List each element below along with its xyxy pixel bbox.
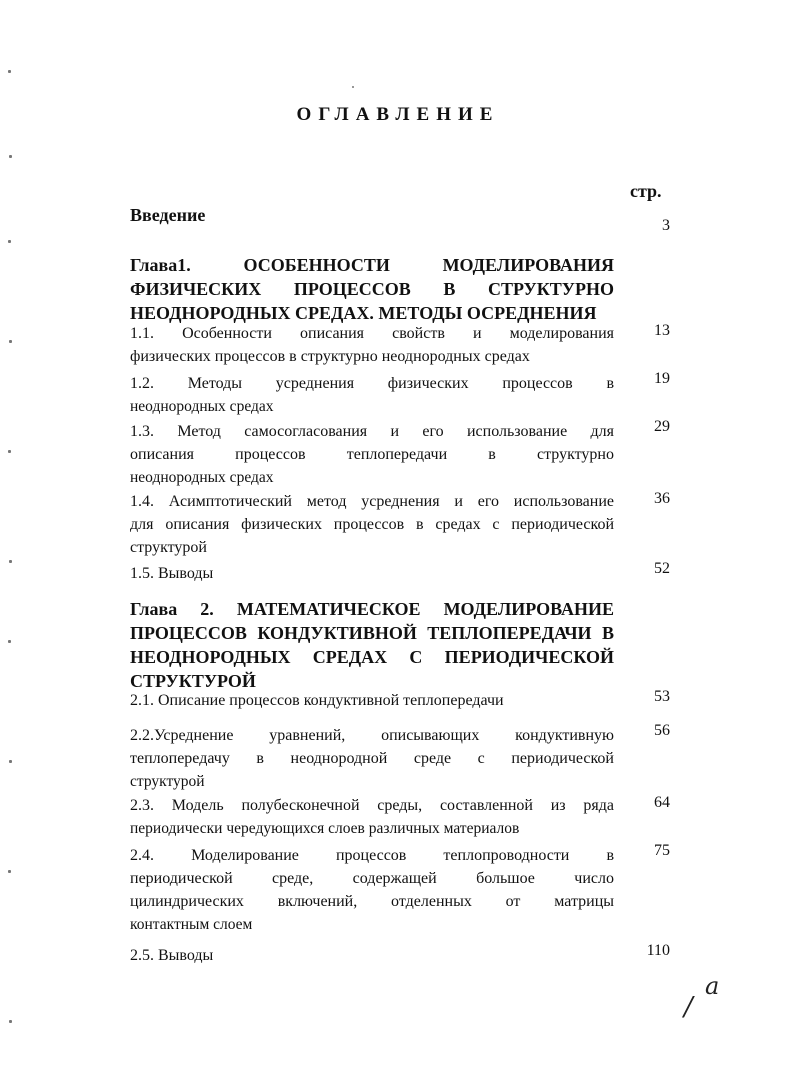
page-column-label: стр. xyxy=(630,181,662,201)
toc-entry-line: 1.3. Метод самосогласования и его использование для xyxy=(130,423,614,440)
toc-entry-line: неоднородных средах xyxy=(130,398,274,415)
chapter-heading-line: ПРОЦЕССОВ КОНДУКТИВНОЙ ТЕПЛОПЕРЕДАЧИ В xyxy=(130,623,614,643)
toc-entry-line: 1.1. Особенности описания свойств и моделирования xyxy=(130,325,614,342)
toc-entry-page: 53 xyxy=(654,688,670,705)
chapter-heading-line: Глава 2. МАТЕМАТИЧЕСКОЕ МОДЕЛИРОВАНИЕ xyxy=(130,599,614,619)
toc-entry-line: физических процессов в структурно неоднородных средах xyxy=(130,348,530,365)
toc-entry-1-1 xyxy=(130,322,614,368)
toc-entry-page: 29 xyxy=(654,418,670,435)
chapter-2-heading xyxy=(130,597,614,693)
toc-entry-page: 52 xyxy=(654,560,670,577)
chapter-heading-line: Глава1. ОСОБЕННОСТИ МОДЕЛИРОВАНИЯ xyxy=(130,255,614,275)
scan-artifact xyxy=(8,70,11,73)
toc-entry-page: 19 xyxy=(654,370,670,387)
toc-entry-line: неоднородных средах xyxy=(130,469,274,486)
toc-entry-page: 13 xyxy=(654,322,670,339)
handwritten-letter-mark: a xyxy=(705,972,720,1000)
scan-artifact xyxy=(9,155,12,158)
toc-entry-page: 64 xyxy=(654,794,670,811)
toc-entry-line: структурой xyxy=(130,773,205,790)
toc-entry-line: 2.4. Моделирование процессов теплопроводности в xyxy=(130,847,614,864)
scan-artifact xyxy=(9,1020,12,1023)
chapter-1-heading xyxy=(130,253,614,325)
toc-entry-line: 2.3. Модель полубесконечной среды, составленной из ряда xyxy=(130,797,614,814)
toc-entry-line: периодически чередующихся слоев различных материалов xyxy=(130,820,520,837)
toc-entry-line: для описания физических процессов в средах с периодической xyxy=(130,516,614,533)
toc-entry-1-3 xyxy=(130,420,614,489)
toc-entry-1-4 xyxy=(130,490,614,559)
toc-entry-line: 2.2.Усреднение уравнений, описывающих кондуктивную xyxy=(130,727,614,744)
toc-entry-page: 36 xyxy=(654,490,670,507)
toc-entry-line: цилиндрических включений, отделенных от матрицы xyxy=(130,893,614,910)
page-title: ОГЛАВЛЕНИЕ xyxy=(296,104,500,125)
toc-entry-2-4 xyxy=(130,844,614,936)
scan-artifact xyxy=(9,560,12,563)
scan-artifact xyxy=(8,240,11,243)
scan-artifact xyxy=(9,340,12,343)
toc-entry-line: 1.5. Выводы xyxy=(130,565,214,582)
chapter-heading-line: СТРУКТУРОЙ xyxy=(130,671,256,691)
toc-entry-1-2 xyxy=(130,372,614,418)
toc-entry-line: 1.2. Методы усреднения физических процессов в xyxy=(130,375,614,392)
scan-artifact xyxy=(8,640,11,643)
toc-entry-line: описания процессов теплопередачи в структурно xyxy=(130,446,614,463)
toc-entry-line: 1.4. Асимптотический метод усреднения и его использование xyxy=(130,493,614,510)
toc-entry-line: 2.5. Выводы xyxy=(130,947,214,964)
toc-entry-page: 56 xyxy=(654,722,670,739)
toc-intro-label: Введение xyxy=(130,205,206,225)
scan-artifact xyxy=(8,450,11,453)
toc-entry-line: контактным слоем xyxy=(130,916,253,933)
toc-entry-page: 75 xyxy=(654,842,670,859)
toc-entry-2-5 xyxy=(130,944,614,967)
toc-entry-line: структурой xyxy=(130,539,207,556)
handwritten-slash-mark: / xyxy=(684,992,693,1022)
toc-entry-2-2 xyxy=(130,724,614,793)
chapter-heading-line: ФИЗИЧЕСКИХ ПРОЦЕССОВ В СТРУКТУРНО xyxy=(130,279,614,299)
scan-artifact xyxy=(8,870,11,873)
toc-intro-page: 3 xyxy=(662,217,670,234)
toc-entry-line: теплопередачу в неоднородной среде с периодической xyxy=(130,750,614,767)
chapter-heading-line: НЕОДНОРОДНЫХ СРЕДАХ. МЕТОДЫ ОСРЕДНЕНИЯ xyxy=(130,303,597,323)
toc-entry-1-5 xyxy=(130,562,614,585)
toc-entry-line: 2.1. Описание процессов кондуктивной теплопередачи xyxy=(130,692,504,709)
toc-entry-page: 110 xyxy=(646,942,670,959)
chapter-heading-line: НЕОДНОРОДНЫХ СРЕДАХ С ПЕРИОДИЧЕСКОЙ xyxy=(130,647,614,667)
toc-entry-line: периодической среде, содержащей большое число xyxy=(130,870,614,887)
toc-entry-2-3 xyxy=(130,794,614,840)
scan-artifact xyxy=(352,86,354,88)
toc-entry-2-1 xyxy=(130,689,614,712)
scan-artifact xyxy=(9,760,12,763)
